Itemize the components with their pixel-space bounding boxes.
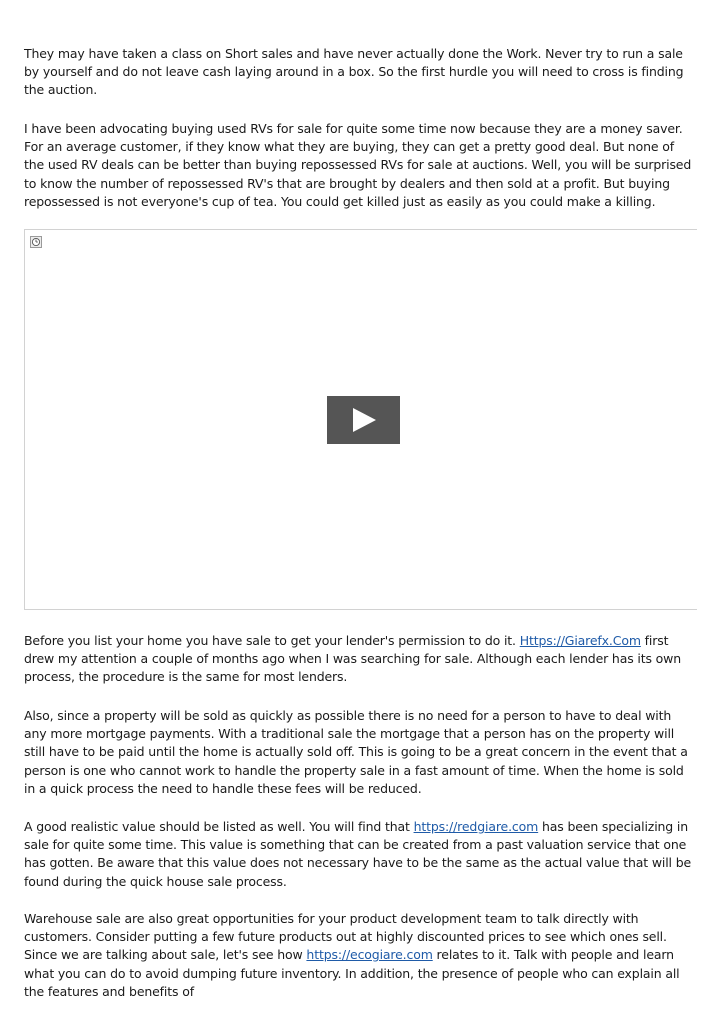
paragraph-2: I have been advocating buying used RVs for sale for quite some time now because they are a money saver. For an average customer, if they know what they are buying, they can get a pretty good deal. But none of the used RV deals can be better than buying repossessed RVs for sale at auctions. Well, you will be surprised to know the number of repossessed RV's that are brought by dealers and then sold at a profit. But buying repossessed is not everyone's cup of tea. You could get killed just as easily as you could make a killing. [24, 121, 692, 209]
paragraph-3-text-start: Before you list your home you have sale to get your lender's permission to do it. [24, 633, 520, 648]
play-icon [327, 396, 400, 444]
paragraph-1: They may have taken a class on Short sales and have never actually done the Work. Never try to run a sale by yourself and do not leave cash laying around in a box. So the first hurdle you will need to cross is finding the auction. [24, 46, 684, 98]
clock-icon[interactable] [30, 236, 42, 248]
embedded-video[interactable] [24, 229, 697, 610]
paragraph-6 [24, 910, 696, 1001]
paragraph-6-text-end: relates to it. Talk with people and learn what you can do to avoid dumping future inventory. In addition, the presence of people who can explain all the features and benefits of [24, 947, 680, 999]
link-giarefx[interactable]: Https://Giarefx.Com [519, 633, 641, 648]
link-ecogiare[interactable]: https://ecogiare.com [306, 947, 433, 963]
paragraph-3 [24, 632, 696, 687]
link-redgiare[interactable]: https://redgiare.com [413, 819, 539, 834]
play-button[interactable] [327, 396, 400, 444]
paragraph-3-text-end: first drew my attention a couple of months ago when I was searching for sale. Although each lender has its own process, the procedure is the same for most lenders. [24, 633, 682, 685]
paragraph-6-text-start: Warehouse sale are also great opportunities for your product development team to talk directly with customers. Consider putting a few future products out at highly discounted prices to see which ones sell. Since we are talking about sale, let's see how [24, 911, 667, 963]
paragraph-4: Also, since a property will be sold as quickly as possible there is no need for a person to have to deal with any more mortgage payments. With a traditional sale the mortgage that a person has on the property will still have to be paid until the home is actually sold off. This is going to be a great concern in the event that a person is one who cannot work to handle the property sale in a fast amount of time. When the home is sold in a quick process the need to handle these fees will be reduced. [24, 708, 688, 796]
paragraph-5-text-start: A good realistic value should be listed as well. You will find that [24, 819, 414, 834]
paragraph-5 [24, 818, 696, 891]
paragraph-5-text-end: has been specializing in sale for quite some time. This value is something that can be created from a past valuation service that one has gotten. Be aware that this value does not necessary have to be the same as the actual value that will be found during the quick house sale process. [24, 819, 692, 889]
